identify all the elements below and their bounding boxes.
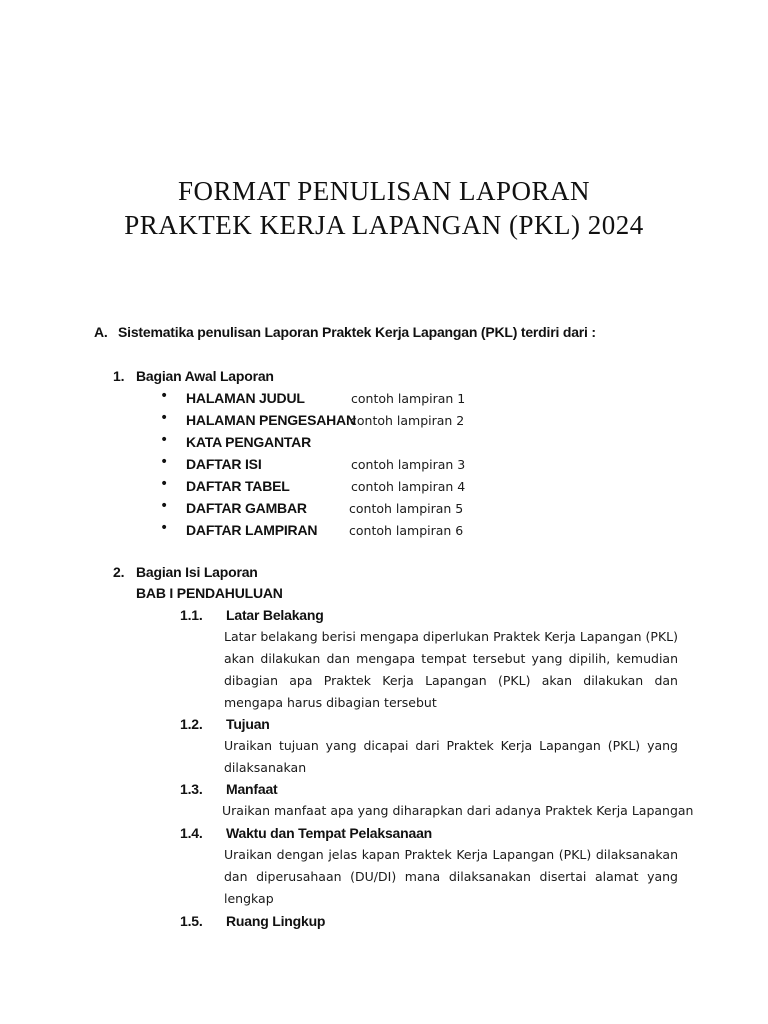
subsection-number: 1.5.: [180, 913, 203, 929]
part-1-heading: Bagian Awal Laporan: [136, 368, 274, 384]
bullet-icon: •: [160, 476, 169, 492]
list-item-note: contoh lampiran 5: [349, 501, 464, 516]
chapter-heading: BAB I PENDAHULUAN: [136, 585, 283, 601]
list-item-note: contoh lampiran 3: [351, 457, 466, 472]
subsection-title: Manfaat: [226, 781, 278, 797]
list-item-label: KATA PENGANTAR: [186, 434, 312, 450]
list-item-note: contoh lampiran 1: [351, 391, 466, 406]
list-item-label: HALAMAN PENGESAHAN: [186, 412, 356, 428]
bullet-icon: •: [160, 432, 169, 448]
subsection-body: Uraikan tujuan yang dicapai dari Praktek Kerja Lapangan (PKL) yang dilaksanakan: [224, 738, 678, 775]
subsection-title: Latar Belakang: [226, 607, 324, 623]
subsection-number: 1.1.: [180, 607, 203, 623]
bullet-icon: •: [160, 410, 169, 426]
subsection-title: Waktu dan Tempat Pelaksanaan: [226, 825, 433, 841]
subsection-number: 1.4.: [180, 825, 203, 841]
list-item-label: DAFTAR TABEL: [186, 478, 290, 494]
list-item-label: DAFTAR LAMPIRAN: [186, 522, 318, 538]
list-item-label: HALAMAN JUDUL: [186, 390, 305, 406]
subsection-title: Ruang Lingkup: [226, 913, 326, 929]
part-2-number: 2.: [113, 564, 125, 580]
part-2-heading: Bagian Isi Laporan: [136, 564, 258, 580]
list-item-label: DAFTAR GAMBAR: [186, 500, 307, 516]
bullet-icon: •: [160, 498, 169, 514]
section-a-heading: Sistematika penulisan Laporan Praktek Kerja Lapangan (PKL) terdiri dari :: [118, 324, 596, 340]
bullet-icon: •: [160, 388, 169, 404]
document-title-line-2: PRAKTEK KERJA LAPANGAN (PKL) 2024: [124, 210, 644, 240]
list-item-label: DAFTAR ISI: [186, 456, 262, 472]
subsection-title: Tujuan: [226, 716, 270, 732]
section-a-marker: A.: [94, 324, 108, 340]
subsection-number: 1.3.: [180, 781, 203, 797]
list-item-note: contoh lampiran 4: [351, 479, 466, 494]
document-title-line-1: FORMAT PENULISAN LAPORAN: [177, 176, 591, 206]
bullet-icon: •: [160, 520, 169, 536]
list-item-note: contoh lampiran 6: [349, 523, 464, 538]
list-item-note: contoh lampiran 2: [350, 413, 465, 428]
subsection-body: Latar belakang berisi mengapa diperlukan Praktek Kerja Lapangan (PKL) akan dilakukan dan mengapa tempat tersebut yang dipilih, kemudian dibagian apa Praktek Kerja Lapangan (PKL) akan dilakukan dan mengapa harus dibagian tersebut: [224, 629, 678, 710]
subsection-number: 1.2.: [180, 716, 203, 732]
subsection-body: Uraikan dengan jelas kapan Praktek Kerja Lapangan (PKL) dilaksanakan dan diperusahaan (DU/DI) mana dilaksanakan disertai alamat yang lengkap: [224, 847, 678, 906]
bullet-icon: •: [160, 454, 169, 470]
subsection-body: Uraikan manfaat apa yang diharapkan dari adanya Praktek Kerja Lapangan: [222, 803, 694, 818]
part-1-number: 1.: [113, 368, 125, 384]
